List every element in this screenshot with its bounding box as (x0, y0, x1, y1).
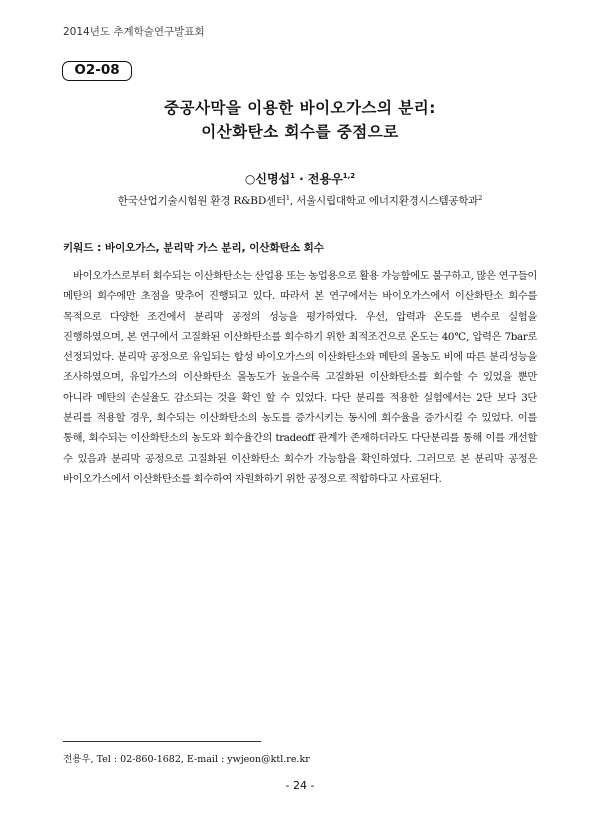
affiliation-separator: , (289, 195, 297, 207)
abstract-body (63, 266, 537, 489)
abstract-text: 바이오가스로부터 회수되는 이산화탄소는 산업용 또는 농업용으로 활용 가능함에도 불구하고, 많은 연구들이 메탄의 회수에만 초점을 맞추어 진행되고 있다. 따라서 본 연구에서는 바이오가스에서 이산화탄소 회수를 목적으로 다양한 조건에서 분리막 공정의 성능을 평가하였다. 우선, 압력과 온도를 변수로 실험을 진행하였으며, 본 연구에서 고질화된 이산화탄소를 회수하기 위한 최적조건으로 온도는 40℃, 압력은 7bar로 선정되었다. 분리막 공정으로 유입되는 합성 바이오가스의 이산화탄소와 메탄의 몰농도 비에 따른 분리성능을 조사하였으며, 유입가스의 이산화탄소 몰농도가 높을수록 고질화된 이산화탄소를 회수할 수 있었을 뿐만 아니라 메탄의 손실율도 감소되는 것을 확인 할 수 있었다. 다단 분리를 적용한 실험에서는 2단 보다 3단 분리를 적용할 경우, 회수되는 이산화탄소의 농도를 증가시키는 동시에 회수율을 증가시킬 수 있었다. 이를 통해, 회수되는 이산화탄소의 농도와 회수율간의 tradeoff 관계가 존재하더라도 다단분리를 통해 이를 개선할 수 있음과 분리막 공정으로 고질화된 이산화탄소 회수가 가능함을 확인하였다. 그러므로 본 분리막 공정은 바이오가스에서 이산화탄소를 회수하여 자원화하기 위한 공정으로 적합하다고 사료된다. (63, 270, 538, 485)
affiliation-1-mark: 1 (285, 194, 290, 202)
keywords-line: 키워드 : 바이오가스, 분리막 가스 분리, 이산화탄소 회수 (63, 242, 324, 254)
paper-title-line-2: 이산화탄소 회수를 중점으로 (201, 123, 399, 141)
affiliation-2: 서울시립대학교 에너지환경시스템공학과 (296, 195, 479, 207)
author-2-affiliation-mark: 1,2 (342, 172, 356, 180)
paper-title-line-1: 중공사막을 이용한 바이오가스의 분리: (164, 99, 436, 117)
conference-header: 2014년도 추계학술연구발표회 (63, 26, 205, 38)
author-separator: · (295, 172, 308, 186)
paper-id-badge: O2-08 (62, 61, 132, 81)
author-1: ○신명섭 (244, 172, 291, 186)
page-number: - 24 - (285, 779, 315, 792)
corresponding-author-footnote: 전용우, Tel : 02-860-1682, E-mail : ywjeon@ktl.re.kr (63, 754, 310, 765)
affiliation-1: 한국산업기술시험원 환경 R&BD센터 (117, 195, 286, 207)
author-2: 전용우 (307, 172, 343, 186)
author-list (0, 170, 600, 187)
author-1-affiliation-mark: 1 (290, 172, 295, 180)
affiliation-2-mark: 2 (478, 194, 483, 202)
footnote-divider (63, 741, 261, 742)
affiliation-list (0, 193, 600, 208)
